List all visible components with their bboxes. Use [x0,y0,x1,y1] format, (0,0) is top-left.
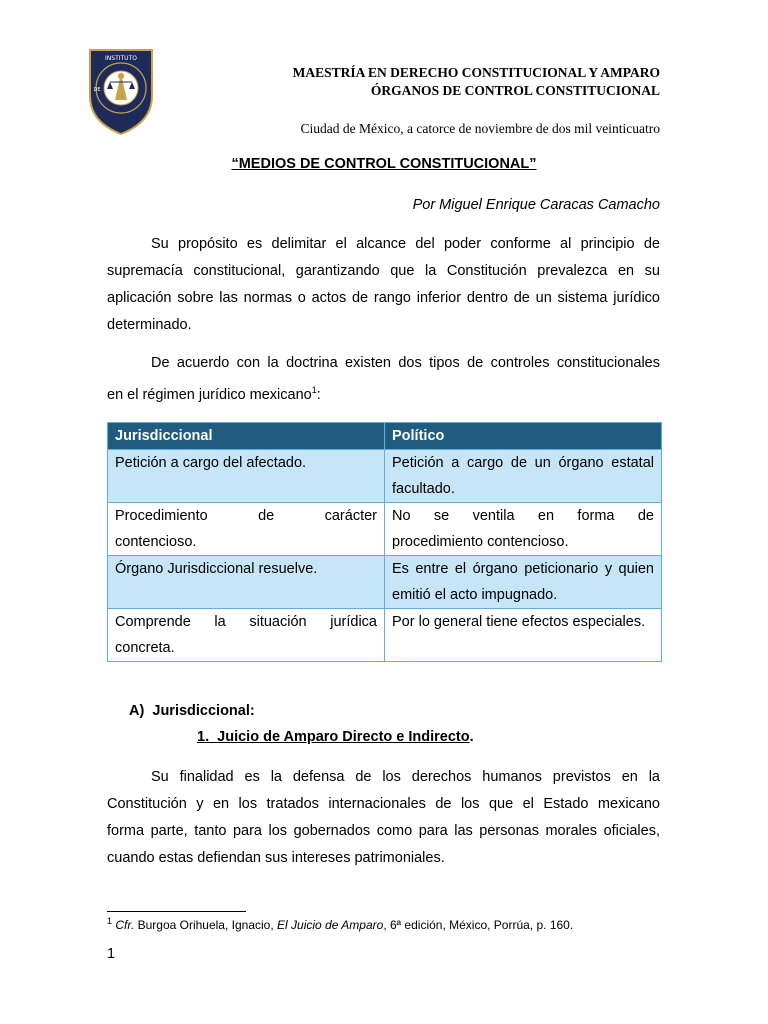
paragraph-purpose [107,231,660,339]
section-heading-a: A) Jurisdiccional: [129,703,255,719]
svg-text:INSTITUTO: INSTITUTO [105,55,137,62]
table-row [108,556,662,609]
table-cell: Procedimiento de carácter contencioso. [108,503,385,556]
svg-text:DE: DE [93,87,101,93]
footnote-reference[interactable]: 1 [311,385,317,395]
place-date: Ciudad de México, a catorce de noviembre de dos mil veinticuatro [300,121,660,136]
text-line: Su finalidad es la defensa de los derechos humanos previstos en la [151,769,660,785]
text-line: determinado. [107,317,192,333]
text-line: Constitución y en los tratados internacionales de los que el Estado mexicano [107,796,660,812]
text-line: forma parte, tanto para los gobernados como para las personas morales oficiales, [107,823,660,839]
institute-logo [86,44,156,136]
table-cell: Petición a cargo del afectado. [108,450,385,503]
footnote: $^1$ Cfr. Burgoa Orihuela, Ignacio, El Juicio de Amparo, 6ª edición, México, Porrúa, p. 160. [107,916,574,932]
table-row [108,503,662,556]
text-line: cuando estas defiendan sus intereses patrimoniales. [107,850,445,866]
table-cell: Es entre el órgano peticionario y quien emitió el acto impugnado. [385,556,662,609]
footnote-separator [107,911,246,912]
subsection-heading-1: 1. Juicio de Amparo Directo e Indirecto. [197,729,474,745]
shield-crest-icon [86,44,156,136]
text-line: supremacía constitucional, garantizando que la Constitución prevalezca en su [107,263,660,279]
control-types-table [107,422,662,662]
table-row [108,450,662,503]
page-number: 1 [107,946,116,962]
course-title: ÓRGANOS DE CONTROL CONSTITUCIONAL [370,83,660,98]
paragraph-doctrine [107,350,660,409]
text-line: en el régimen jurídico mexicano$^1$: [107,385,321,403]
table-cell: Por lo general tiene efectos especiales. [385,609,662,662]
table-cell: Comprende la situación jurídica concreta. [108,609,385,662]
paragraph-amparo [107,764,660,872]
column-header-politico: Político [385,423,662,450]
author-line: Por Miguel Enrique Caracas Camacho [412,197,660,213]
table-header-row [108,423,662,450]
table-cell: Órgano Jurisdiccional resuelve. [108,556,385,609]
table-cell: Petición a cargo de un órgano estatal facultado. [385,450,662,503]
document-title: “MEDIOS DE CONTROL CONSTITUCIONAL” [231,156,537,172]
column-header-jurisdiccional: Jurisdiccional [108,423,385,450]
table-cell: No se ventila en forma de procedimiento contencioso. [385,503,662,556]
table-row [108,609,662,662]
program-title: MAESTRÍA EN DERECHO CONSTITUCIONAL Y AMPARO [292,65,660,80]
text-line: De acuerdo con la doctrina existen dos tipos de controles constitucionales [151,355,660,371]
text-line: aplicación sobre las normas o actos de rango inferior dentro de un sistema jurídico [107,290,660,306]
text-line: Su propósito es delimitar el alcance del poder conforme al principio de [151,236,660,252]
